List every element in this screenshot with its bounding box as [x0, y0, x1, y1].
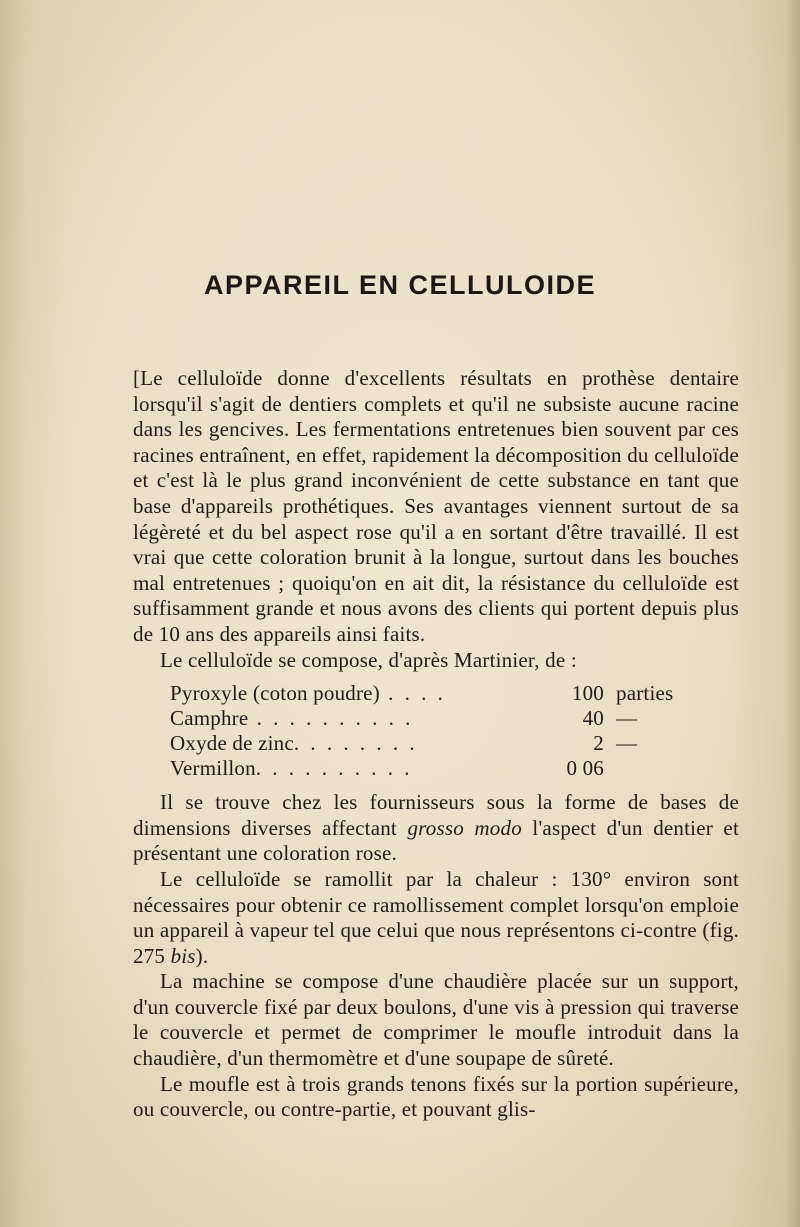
ingredient-unit: parties	[616, 681, 674, 706]
ingredient-quantity: 2	[593, 731, 604, 756]
italic-phrase: bis	[170, 943, 196, 968]
ingredient-name: Oxyde de zinc	[170, 731, 294, 756]
leader-dots: . . . . . . . . . .	[255, 756, 413, 781]
composition-row	[170, 681, 690, 706]
chapter-title: APPAREIL EN CELLULOIDE	[203, 270, 597, 300]
paragraph-machine: La machine se compose d'une chaudière placée sur un support, d'un couvercle fixé par deux boulons, d'une vis à pression qui traverse le couvercle et permet de comprimer le moufle introduit dans la chaudière, d'un thermomètre et d'une soupape de sûreté.	[133, 969, 739, 1071]
ingredient-unit: —	[616, 706, 638, 731]
composition-row	[170, 706, 690, 731]
composition-row	[170, 756, 690, 781]
ingredient-name: Vermillon	[170, 756, 256, 781]
ingredient-name: Pyroxyle (coton poudre)	[170, 681, 380, 706]
paragraph-softening: Le celluloïde se ramollit par la chaleur : 130° environ sont nécessaires pour obtenir ce ramollissement complet lorsqu'on emploie un appareil à vapeur tel que celui que nous représentons ci-contre (fig. 275 bis).	[133, 866, 739, 968]
paragraph-intro: [Le celluloïde donne d'excellents résultats en prothèse dentaire lorsqu'il s'agit de dentiers complets et qu'il ne subsiste aucune racine dans les gencives. Les fermentations entretenues bien souvent par ces racines entraînent, en effet, rapidement la décomposition du celluloïde et c'est là le plus grand inconvénient de cette substance en tant que base d'appareils prothétiques. Ses avantages viennent surtout de sa légèreté et du bel aspect rose qu'il a en sortant d'être travaillé. Il est vrai que cette coloration brunit à la longue, surtout dans les bouches mal entretenues ; quoiqu'on en ait dit, la résistance du celluloïde est suffisamment grande et nous avons des clients qui portent depuis plus de 10 ans des appareils ainsi faits.	[133, 366, 739, 646]
paragraph-composition-intro: Le celluloïde se compose, d'après Martinier, de :	[160, 647, 577, 672]
leader-dots: . . . . . . . . . .	[248, 706, 414, 731]
ingredient-quantity: 0 06	[566, 756, 604, 781]
paragraph-suppliers: Il se trouve chez les fournisseurs sous la forme de bases de dimensions diverses affectant grosso modo l'aspect d'un dentier et présentant une coloration rose.	[133, 790, 739, 866]
ingredient-quantity: 40	[582, 706, 604, 731]
ingredient-quantity: 100	[571, 681, 604, 706]
italic-phrase: grosso modo	[407, 815, 522, 840]
page-body	[133, 366, 739, 1123]
paragraph-mould: Le moufle est à trois grands tenons fixés sur la portion supérieure, ou couvercle, ou contre-partie, et pouvant glis-	[133, 1071, 739, 1122]
composition-row	[170, 731, 690, 756]
leader-dots: . . . . . . . .	[293, 731, 418, 756]
composition-table	[170, 681, 690, 781]
ingredient-name: Camphre	[170, 706, 249, 731]
leader-dots: . . . .	[379, 681, 446, 706]
ingredient-unit: —	[616, 731, 638, 756]
